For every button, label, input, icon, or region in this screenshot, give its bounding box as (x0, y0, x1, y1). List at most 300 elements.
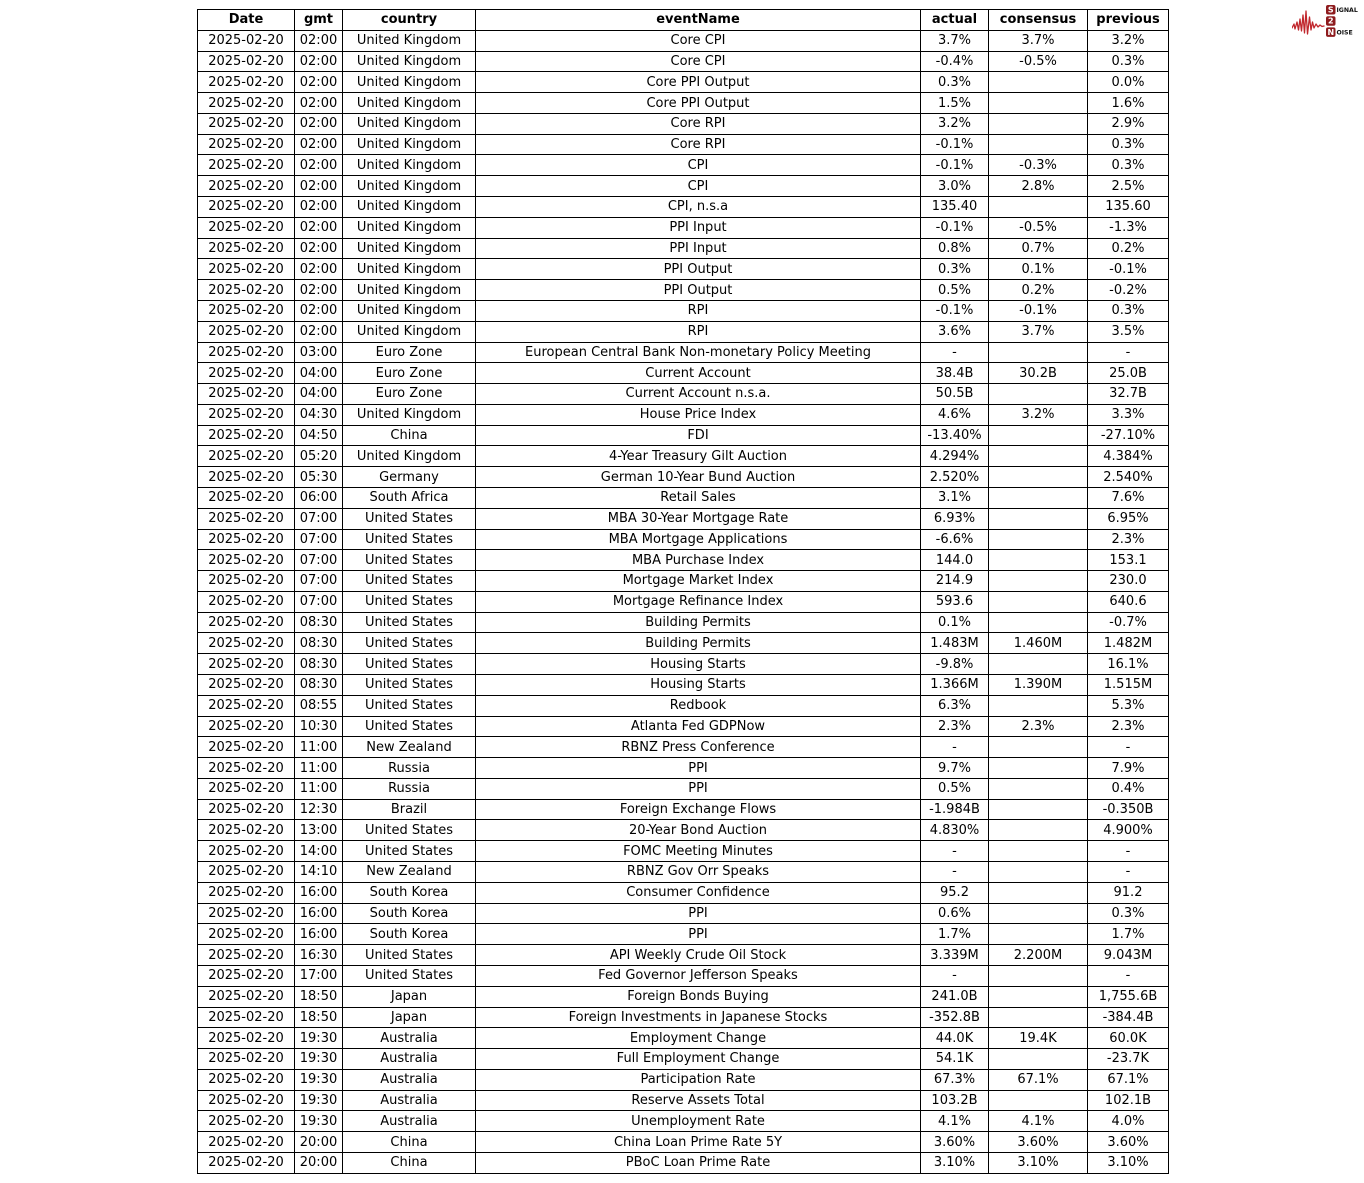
table-row (198, 1069, 1169, 1090)
cell-actual: 1.7% (921, 924, 989, 945)
cell-actual: -0.4% (921, 51, 989, 72)
table-body (198, 30, 1169, 1173)
cell-actual: -0.1% (921, 134, 989, 155)
table-row (198, 134, 1169, 155)
cell-gmt: 02:00 (295, 197, 343, 218)
cell-date: 2025-02-20 (198, 342, 295, 363)
cell-consensus: 1.460M (989, 633, 1088, 654)
cell-actual: 67.3% (921, 1069, 989, 1090)
cell-actual: - (921, 737, 989, 758)
cell-consensus: 2.8% (989, 176, 1088, 197)
cell-actual: -9.8% (921, 654, 989, 675)
cell-previous: 3.2% (1088, 30, 1169, 51)
cell-country: United States (343, 550, 476, 571)
cell-consensus (989, 799, 1088, 820)
cell-consensus (989, 654, 1088, 675)
cell-previous: 0.3% (1088, 51, 1169, 72)
cell-actual: 3.1% (921, 487, 989, 508)
table-row (198, 945, 1169, 966)
cell-date: 2025-02-20 (198, 363, 295, 384)
cell-previous: -23.7K (1088, 1049, 1169, 1070)
table-row (198, 321, 1169, 342)
cell-country: China (343, 1152, 476, 1173)
cell-gmt: 10:30 (295, 716, 343, 737)
cell-country: United Kingdom (343, 134, 476, 155)
cell-country: Germany (343, 467, 476, 488)
cell-previous: 0.2% (1088, 238, 1169, 259)
cell-country: United Kingdom (343, 259, 476, 280)
cell-gmt: 03:00 (295, 342, 343, 363)
cell-previous: 2.3% (1088, 529, 1169, 550)
cell-eventname: Building Permits (476, 633, 921, 654)
cell-eventname: FDI (476, 425, 921, 446)
cell-eventname: Mortgage Refinance Index (476, 591, 921, 612)
cell-actual: 38.4B (921, 363, 989, 384)
cell-date: 2025-02-20 (198, 384, 295, 405)
cell-country: United States (343, 965, 476, 986)
cell-gmt: 19:30 (295, 1111, 343, 1132)
cell-country: United States (343, 529, 476, 550)
cell-date: 2025-02-20 (198, 612, 295, 633)
logo-text-ignal: IGNAL (1336, 7, 1358, 15)
table-row (198, 446, 1169, 467)
cell-actual: 1.366M (921, 675, 989, 696)
cell-actual: 593.6 (921, 591, 989, 612)
cell-consensus (989, 778, 1088, 799)
cell-actual: 4.294% (921, 446, 989, 467)
cell-gmt: 06:00 (295, 487, 343, 508)
cell-gmt: 05:30 (295, 467, 343, 488)
cell-gmt: 11:00 (295, 737, 343, 758)
cell-country: United Kingdom (343, 404, 476, 425)
cell-previous: 102.1B (1088, 1090, 1169, 1111)
table-row (198, 965, 1169, 986)
cell-consensus (989, 1090, 1088, 1111)
cell-previous: -0.350B (1088, 799, 1169, 820)
cell-actual: -1.984B (921, 799, 989, 820)
cell-gmt: 02:00 (295, 155, 343, 176)
cell-actual: -6.6% (921, 529, 989, 550)
cell-country: United Kingdom (343, 217, 476, 238)
cell-previous: 60.0K (1088, 1028, 1169, 1049)
cell-previous: -0.1% (1088, 259, 1169, 280)
cell-eventname: RBNZ Gov Orr Speaks (476, 862, 921, 883)
cell-actual: - (921, 342, 989, 363)
signal2noise-logo-graphic (1292, 2, 1362, 40)
cell-gmt: 16:00 (295, 924, 343, 945)
cell-actual: 0.5% (921, 778, 989, 799)
cell-date: 2025-02-20 (198, 716, 295, 737)
cell-gmt: 02:00 (295, 280, 343, 301)
cell-date: 2025-02-20 (198, 446, 295, 467)
cell-gmt: 20:00 (295, 1152, 343, 1173)
cell-actual: 3.7% (921, 30, 989, 51)
cell-date: 2025-02-20 (198, 1049, 295, 1070)
cell-actual: 214.9 (921, 571, 989, 592)
cell-eventname: CPI (476, 176, 921, 197)
cell-country: United Kingdom (343, 72, 476, 93)
cell-previous: 4.900% (1088, 820, 1169, 841)
table-row (198, 176, 1169, 197)
cell-eventname: Redbook (476, 695, 921, 716)
cell-consensus (989, 862, 1088, 883)
cell-actual: 2.3% (921, 716, 989, 737)
cell-consensus (989, 342, 1088, 363)
cell-actual: - (921, 965, 989, 986)
cell-eventname: Full Employment Change (476, 1049, 921, 1070)
cell-gmt: 04:50 (295, 425, 343, 446)
cell-country: United States (343, 633, 476, 654)
table-row (198, 217, 1169, 238)
cell-actual: 103.2B (921, 1090, 989, 1111)
cell-actual: 50.5B (921, 384, 989, 405)
cell-gmt: 04:00 (295, 363, 343, 384)
cell-country: South Korea (343, 903, 476, 924)
cell-gmt: 04:00 (295, 384, 343, 405)
cell-consensus: 30.2B (989, 363, 1088, 384)
table-row (198, 841, 1169, 862)
cell-eventname: PPI Output (476, 259, 921, 280)
cell-date: 2025-02-20 (198, 217, 295, 238)
cell-date: 2025-02-20 (198, 1152, 295, 1173)
cell-previous: 2.9% (1088, 113, 1169, 134)
cell-eventname: PPI Input (476, 238, 921, 259)
cell-eventname: Housing Starts (476, 654, 921, 675)
header-row (198, 10, 1169, 31)
cell-gmt: 20:00 (295, 1132, 343, 1153)
cell-consensus (989, 903, 1088, 924)
cell-gmt: 18:50 (295, 1007, 343, 1028)
table-row (198, 425, 1169, 446)
cell-gmt: 02:00 (295, 72, 343, 93)
cell-previous: 7.9% (1088, 758, 1169, 779)
cell-eventname: China Loan Prime Rate 5Y (476, 1132, 921, 1153)
table-row (198, 384, 1169, 405)
cell-gmt: 07:00 (295, 550, 343, 571)
table-row (198, 467, 1169, 488)
cell-gmt: 14:00 (295, 841, 343, 862)
cell-actual: 144.0 (921, 550, 989, 571)
cell-consensus (989, 446, 1088, 467)
cell-previous: 0.4% (1088, 778, 1169, 799)
cell-actual: 3.339M (921, 945, 989, 966)
cell-consensus (989, 841, 1088, 862)
table-row (198, 1132, 1169, 1153)
cell-actual: 3.0% (921, 176, 989, 197)
cell-country: United Kingdom (343, 446, 476, 467)
cell-actual: - (921, 862, 989, 883)
cell-previous: 7.6% (1088, 487, 1169, 508)
table-row (198, 1028, 1169, 1049)
cell-previous: 0.3% (1088, 155, 1169, 176)
cell-date: 2025-02-20 (198, 675, 295, 696)
cell-consensus (989, 571, 1088, 592)
table-row (198, 862, 1169, 883)
cell-actual: 241.0B (921, 986, 989, 1007)
cell-gmt: 08:30 (295, 654, 343, 675)
cell-date: 2025-02-20 (198, 155, 295, 176)
cell-eventname: MBA Mortgage Applications (476, 529, 921, 550)
table-row (198, 778, 1169, 799)
cell-previous: 5.3% (1088, 695, 1169, 716)
cell-eventname: Consumer Confidence (476, 882, 921, 903)
cell-date: 2025-02-20 (198, 986, 295, 1007)
cell-previous: - (1088, 737, 1169, 758)
cell-actual: 54.1K (921, 1049, 989, 1070)
cell-eventname: German 10-Year Bund Auction (476, 467, 921, 488)
cell-country: South Korea (343, 882, 476, 903)
cell-actual: 3.6% (921, 321, 989, 342)
cell-eventname: Current Account n.s.a. (476, 384, 921, 405)
cell-eventname: MBA 30-Year Mortgage Rate (476, 508, 921, 529)
cell-date: 2025-02-20 (198, 778, 295, 799)
cell-gmt: 19:30 (295, 1069, 343, 1090)
cell-actual: 0.8% (921, 238, 989, 259)
cell-country: United States (343, 654, 476, 675)
cell-date: 2025-02-20 (198, 758, 295, 779)
cell-consensus: -0.5% (989, 217, 1088, 238)
table-row (198, 924, 1169, 945)
cell-eventname: Core CPI (476, 30, 921, 51)
cell-country: China (343, 1132, 476, 1153)
cell-gmt: 12:30 (295, 799, 343, 820)
table-row (198, 550, 1169, 571)
cell-country: United Kingdom (343, 176, 476, 197)
cell-date: 2025-02-20 (198, 1090, 295, 1111)
cell-previous: - (1088, 841, 1169, 862)
cell-gmt: 18:50 (295, 986, 343, 1007)
cell-date: 2025-02-20 (198, 30, 295, 51)
cell-date: 2025-02-20 (198, 529, 295, 550)
cell-previous: -1.3% (1088, 217, 1169, 238)
cell-previous: 153.1 (1088, 550, 1169, 571)
economic-calendar-table (197, 9, 1169, 1174)
cell-country: United States (343, 571, 476, 592)
cell-gmt: 14:10 (295, 862, 343, 883)
cell-gmt: 08:30 (295, 612, 343, 633)
cell-eventname: 4-Year Treasury Gilt Auction (476, 446, 921, 467)
cell-country: United States (343, 591, 476, 612)
cell-actual: 4.1% (921, 1111, 989, 1132)
cell-eventname: European Central Bank Non-monetary Policy Meeting (476, 342, 921, 363)
cell-gmt: 08:30 (295, 633, 343, 654)
cell-previous: 3.10% (1088, 1152, 1169, 1173)
cell-consensus (989, 695, 1088, 716)
cell-gmt: 02:00 (295, 259, 343, 280)
cell-actual: - (921, 841, 989, 862)
cell-country: United Kingdom (343, 238, 476, 259)
table-row (198, 238, 1169, 259)
cell-consensus (989, 737, 1088, 758)
cell-country: Japan (343, 1007, 476, 1028)
cell-consensus: 3.10% (989, 1152, 1088, 1173)
cell-eventname: Unemployment Rate (476, 1111, 921, 1132)
cell-eventname: CPI (476, 155, 921, 176)
cell-country: United Kingdom (343, 51, 476, 72)
cell-date: 2025-02-20 (198, 300, 295, 321)
cell-consensus: 67.1% (989, 1069, 1088, 1090)
cell-date: 2025-02-20 (198, 965, 295, 986)
cell-country: United States (343, 820, 476, 841)
cell-actual: 44.0K (921, 1028, 989, 1049)
cell-date: 2025-02-20 (198, 550, 295, 571)
cell-consensus: 4.1% (989, 1111, 1088, 1132)
cell-country: United Kingdom (343, 280, 476, 301)
cell-eventname: Retail Sales (476, 487, 921, 508)
cell-gmt: 16:00 (295, 882, 343, 903)
table-row (198, 571, 1169, 592)
cell-gmt: 02:00 (295, 176, 343, 197)
cell-country: China (343, 425, 476, 446)
cell-actual: 4.830% (921, 820, 989, 841)
table-row (198, 1049, 1169, 1070)
cell-country: Russia (343, 758, 476, 779)
cell-gmt: 11:00 (295, 758, 343, 779)
table-row (198, 986, 1169, 1007)
cell-gmt: 02:00 (295, 217, 343, 238)
cell-previous: 2.540% (1088, 467, 1169, 488)
table-row (198, 363, 1169, 384)
column-header-previous: previous (1088, 10, 1169, 31)
column-header-country: country (343, 10, 476, 31)
cell-date: 2025-02-20 (198, 508, 295, 529)
cell-country: United States (343, 675, 476, 696)
cell-country: United Kingdom (343, 321, 476, 342)
table-row (198, 716, 1169, 737)
cell-actual: -0.1% (921, 217, 989, 238)
cell-country: United Kingdom (343, 93, 476, 114)
table-row (198, 342, 1169, 363)
cell-consensus (989, 758, 1088, 779)
cell-date: 2025-02-20 (198, 799, 295, 820)
cell-eventname: RPI (476, 300, 921, 321)
cell-country: United Kingdom (343, 113, 476, 134)
cell-eventname: Current Account (476, 363, 921, 384)
cell-eventname: MBA Purchase Index (476, 550, 921, 571)
cell-consensus: 2.3% (989, 716, 1088, 737)
cell-consensus (989, 487, 1088, 508)
cell-gmt: 16:30 (295, 945, 343, 966)
cell-date: 2025-02-20 (198, 903, 295, 924)
waveform-icon (1292, 11, 1324, 34)
cell-actual: 6.93% (921, 508, 989, 529)
table-row (198, 280, 1169, 301)
cell-eventname: House Price Index (476, 404, 921, 425)
cell-previous: - (1088, 965, 1169, 986)
cell-date: 2025-02-20 (198, 924, 295, 945)
cell-consensus (989, 93, 1088, 114)
cell-consensus (989, 820, 1088, 841)
cell-consensus (989, 384, 1088, 405)
cell-previous: -0.7% (1088, 612, 1169, 633)
table-row (198, 529, 1169, 550)
cell-gmt: 08:55 (295, 695, 343, 716)
cell-consensus (989, 612, 1088, 633)
cell-consensus: 2.200M (989, 945, 1088, 966)
cell-actual: 1.483M (921, 633, 989, 654)
cell-date: 2025-02-20 (198, 945, 295, 966)
cell-country: United Kingdom (343, 197, 476, 218)
cell-consensus: 3.60% (989, 1132, 1088, 1153)
cell-previous: -384.4B (1088, 1007, 1169, 1028)
cell-date: 2025-02-20 (198, 1069, 295, 1090)
cell-date: 2025-02-20 (198, 862, 295, 883)
cell-consensus (989, 591, 1088, 612)
cell-actual: 135.40 (921, 197, 989, 218)
table-row (198, 882, 1169, 903)
table-row (198, 799, 1169, 820)
cell-date: 2025-02-20 (198, 280, 295, 301)
cell-date: 2025-02-20 (198, 654, 295, 675)
cell-date: 2025-02-20 (198, 72, 295, 93)
cell-consensus: -0.5% (989, 51, 1088, 72)
table-row (198, 1007, 1169, 1028)
table-row (198, 591, 1169, 612)
cell-eventname: Core CPI (476, 51, 921, 72)
cell-previous: 3.5% (1088, 321, 1169, 342)
cell-country: United States (343, 841, 476, 862)
cell-gmt: 07:00 (295, 529, 343, 550)
cell-previous: 1.482M (1088, 633, 1169, 654)
cell-gmt: 07:00 (295, 591, 343, 612)
cell-country: United Kingdom (343, 155, 476, 176)
cell-previous: 1.6% (1088, 93, 1169, 114)
cell-eventname: PPI (476, 758, 921, 779)
table-row (198, 633, 1169, 654)
cell-country: United Kingdom (343, 30, 476, 51)
cell-eventname: Core PPI Output (476, 93, 921, 114)
cell-actual: 6.3% (921, 695, 989, 716)
cell-gmt: 13:00 (295, 820, 343, 841)
cell-eventname: Building Permits (476, 612, 921, 633)
cell-country: Japan (343, 986, 476, 1007)
cell-previous: -27.10% (1088, 425, 1169, 446)
cell-previous: 3.3% (1088, 404, 1169, 425)
cell-gmt: 07:00 (295, 508, 343, 529)
column-header-event-name: eventName (476, 10, 921, 31)
cell-eventname: PPI (476, 903, 921, 924)
cell-eventname: RPI (476, 321, 921, 342)
cell-country: United States (343, 508, 476, 529)
cell-date: 2025-02-20 (198, 487, 295, 508)
table-row (198, 93, 1169, 114)
cell-previous: 4.384% (1088, 446, 1169, 467)
cell-actual: 2.520% (921, 467, 989, 488)
cell-date: 2025-02-20 (198, 882, 295, 903)
table-row (198, 654, 1169, 675)
cell-previous: 2.5% (1088, 176, 1169, 197)
cell-gmt: 02:00 (295, 93, 343, 114)
cell-eventname: PPI Input (476, 217, 921, 238)
cell-country: New Zealand (343, 862, 476, 883)
cell-actual: 3.60% (921, 1132, 989, 1153)
cell-consensus (989, 1049, 1088, 1070)
table-row (198, 675, 1169, 696)
cell-consensus: 3.2% (989, 404, 1088, 425)
cell-country: Euro Zone (343, 342, 476, 363)
cell-eventname: Employment Change (476, 1028, 921, 1049)
cell-date: 2025-02-20 (198, 591, 295, 612)
cell-country: Euro Zone (343, 363, 476, 384)
cell-actual: 0.1% (921, 612, 989, 633)
cell-consensus (989, 134, 1088, 155)
cell-previous: 230.0 (1088, 571, 1169, 592)
cell-eventname: Core PPI Output (476, 72, 921, 93)
cell-country: Euro Zone (343, 384, 476, 405)
cell-consensus (989, 986, 1088, 1007)
column-header-consensus: consensus (989, 10, 1088, 31)
cell-previous: 0.3% (1088, 134, 1169, 155)
